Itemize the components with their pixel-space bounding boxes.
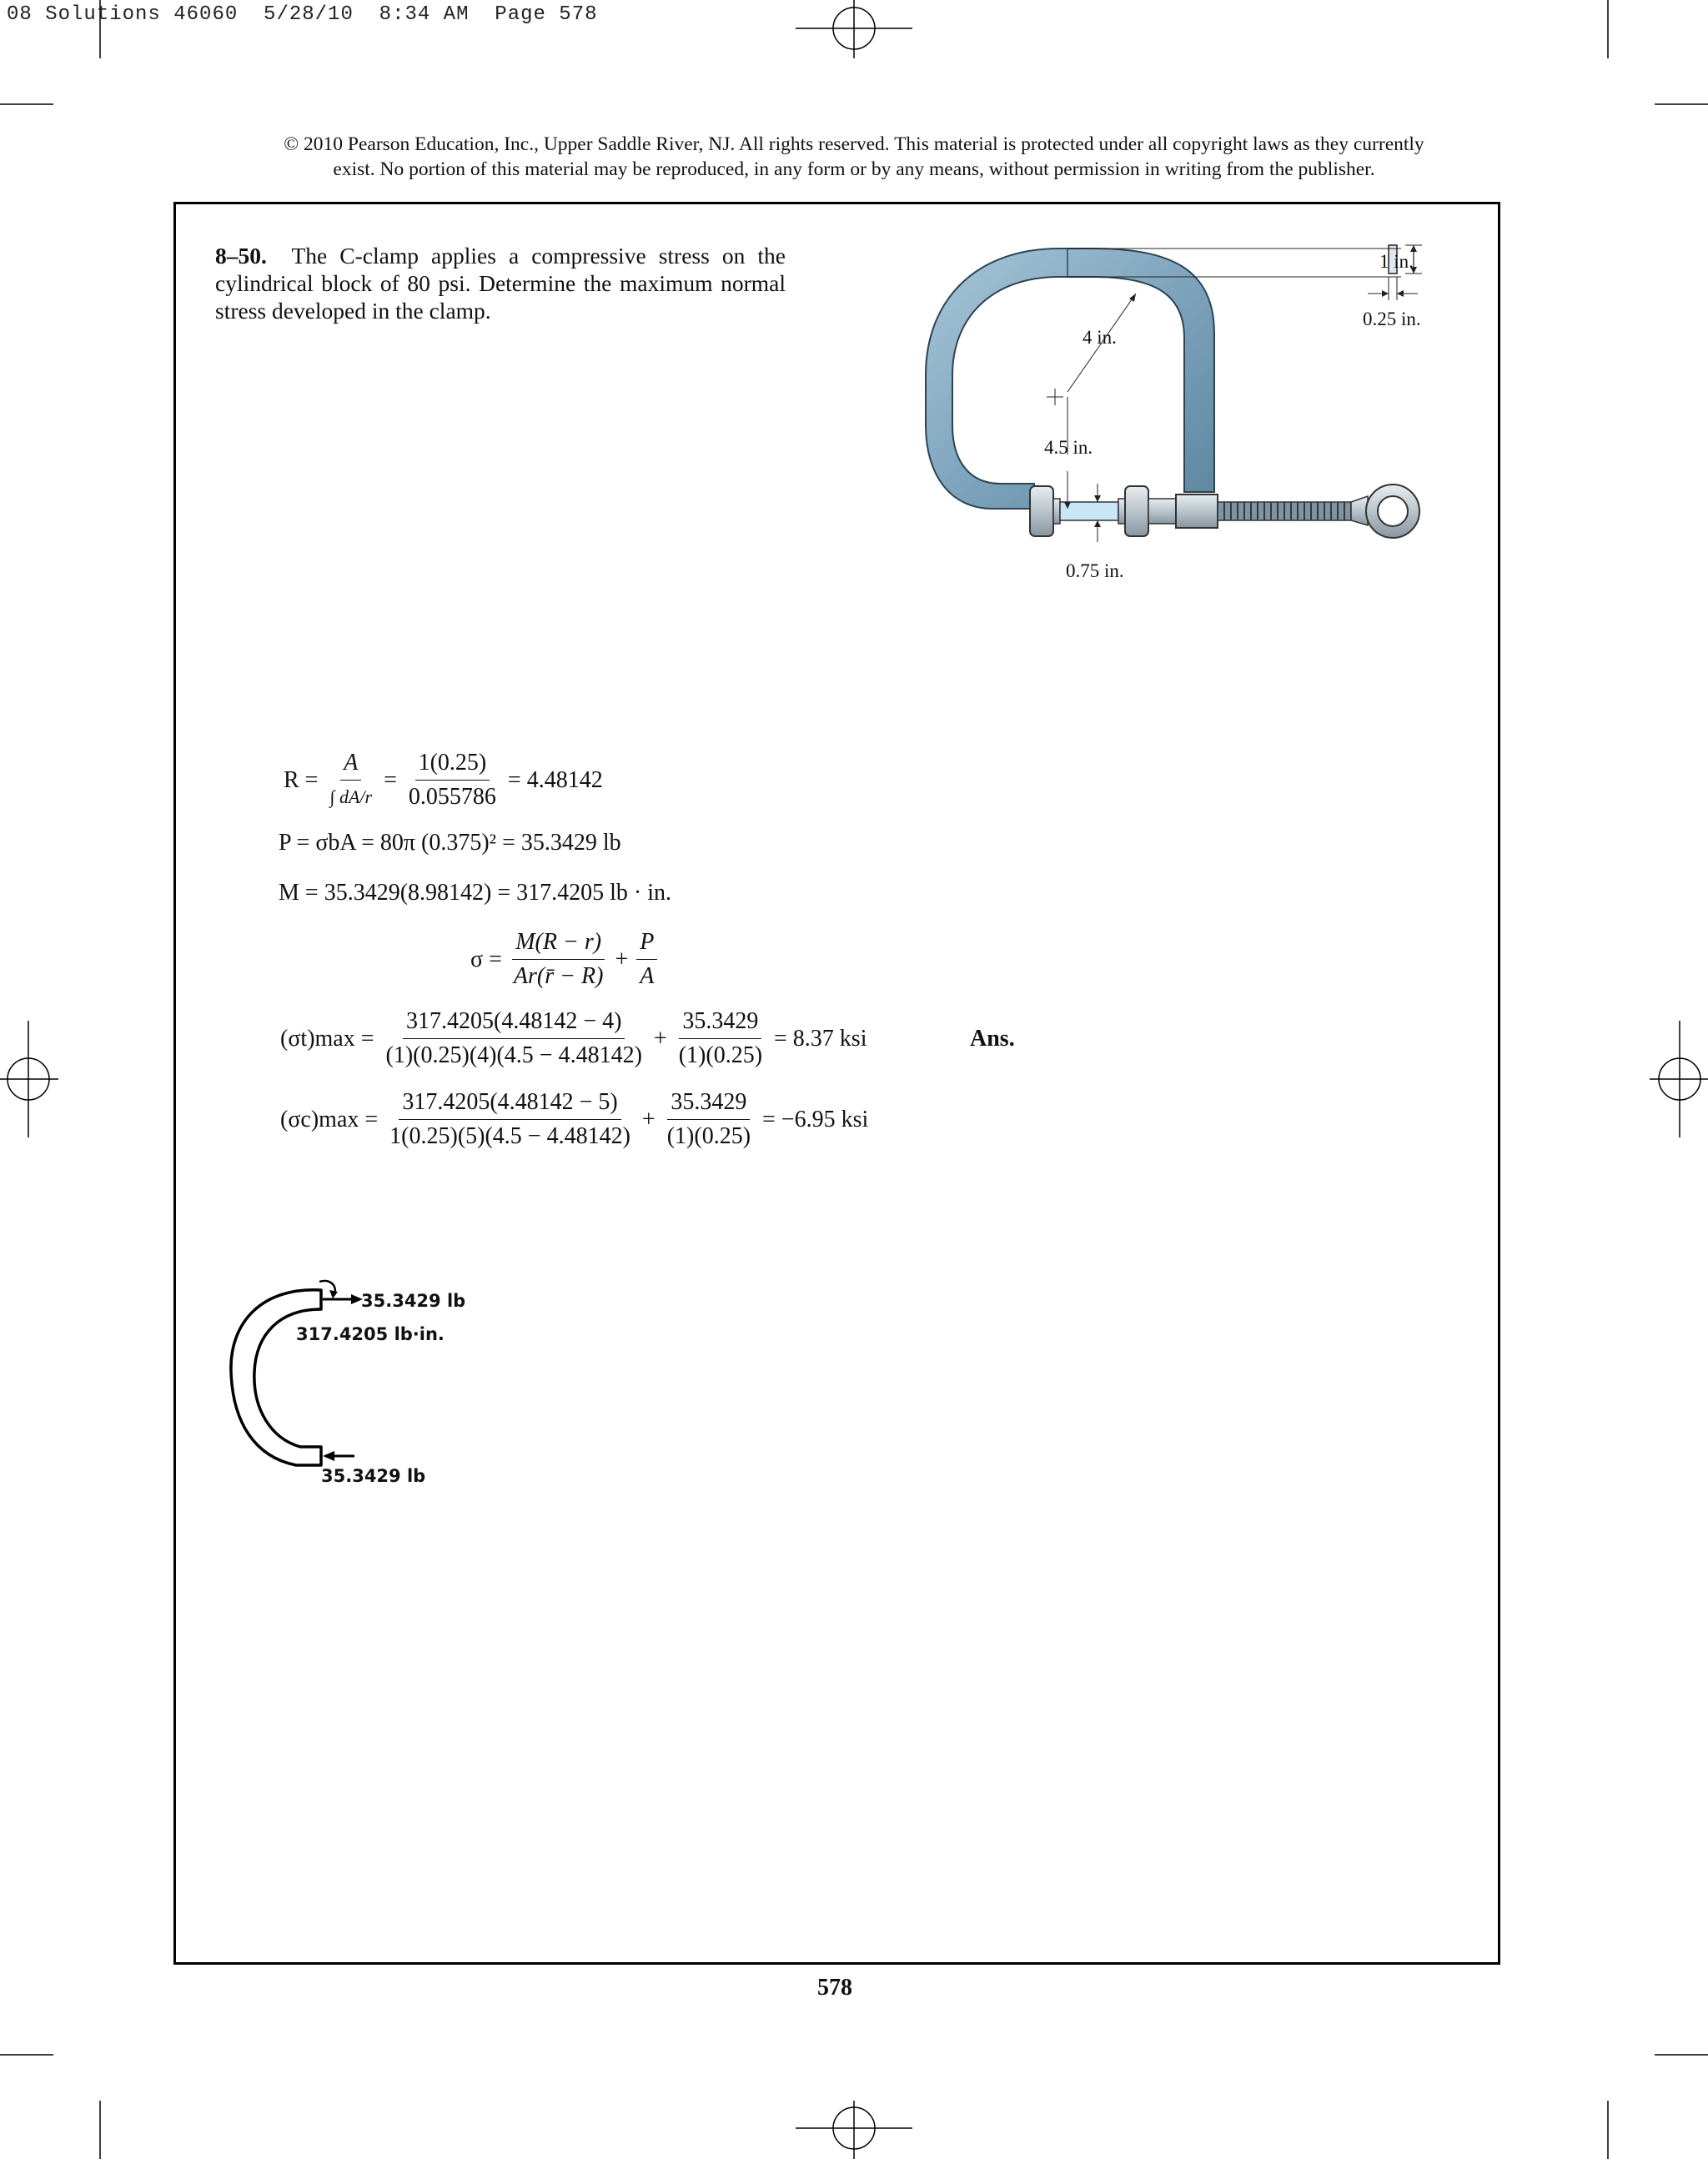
registration-mark-right: [1650, 1021, 1708, 1137]
P-equation: P = σbA = 80π (0.375)² = 35.3429 lb: [279, 830, 621, 856]
registration-mark-top: [796, 0, 912, 58]
registration-mark-left: [0, 1021, 58, 1137]
R-fraction-1: [326, 746, 375, 814]
R-num-1: A: [340, 746, 361, 781]
equation-R: R = $\frac{A}{\int dA/r}$ = $\frac{1(0.25)}{0.055786}$ = 4.48142: [279, 746, 608, 814]
equation-tension-max: (σt)max = $\frac{317.4205(4.48142 - 4)}{(1)(0.25)(4)(4.5 - 4.48142)}$ + $\frac{35.3429}{(1)(0.25)}$ = 8.37 ksi: [275, 1005, 872, 1072]
equation-M: [279, 880, 671, 906]
c-clamp-figure: [901, 233, 1484, 600]
answer-label: Ans.: [970, 1026, 1015, 1052]
R-fraction-2: [405, 746, 500, 814]
sketch-moment: 317.4205 lb·in.: [296, 1324, 445, 1344]
sigma-num-1: M(R − r): [512, 926, 605, 960]
page-number: 578: [817, 1975, 852, 2001]
t-num-1: 317.4205(4.48142 − 4): [403, 1005, 625, 1039]
dim-label-45in: 4.5 in.: [1044, 437, 1093, 458]
c-num-1: 317.4205(4.48142 − 5): [399, 1086, 620, 1120]
c-fraction-1: [386, 1086, 634, 1153]
dim-label-4in: 4 in.: [1083, 327, 1117, 348]
t-fraction-2: [676, 1005, 766, 1072]
print-slug: 08 Solutions 46060 5/28/10 8:34 AM Page 578: [7, 3, 598, 26]
equation-sigma: σ = $\frac{M(R - r)}{Ar(r̄ - R)}$ + $\frac{P}{A}$: [465, 926, 661, 993]
sigma-lhs: σ =: [470, 946, 502, 972]
sigma-den-1: Ar(r̄ − R): [513, 963, 604, 989]
c-den-1: 1(0.25)(5)(4.5 − 4.48142): [389, 1123, 630, 1149]
problem-statement: [215, 242, 786, 324]
c-den-2: (1)(0.25): [666, 1123, 751, 1149]
t-result: = 8.37 ksi: [774, 1025, 867, 1052]
free-body-sketch: [213, 1272, 513, 1493]
R-lhs: R =: [284, 766, 319, 793]
sigma-fraction-2: [636, 926, 657, 993]
dim-label-025in: 0.25 in.: [1363, 309, 1421, 329]
left-jaw: [1030, 486, 1053, 536]
sigma-num-2: P: [636, 926, 657, 960]
equation-P: [279, 830, 621, 856]
c-num-2: 35.3429: [667, 1086, 750, 1120]
t-num-2: 35.3429: [679, 1005, 761, 1039]
R-den-1: ∫ dA/r: [329, 786, 373, 807]
copyright-line-1: © 2010 Pearson Education, Inc., Upper Saddle River, NJ. All rights reserved. This material is protected under all copyright laws as they currently: [284, 133, 1424, 155]
c-result: = −6.95 ksi: [762, 1106, 869, 1132]
c-fraction-2: [664, 1086, 754, 1153]
R-num-2: 1(0.25): [415, 746, 490, 781]
R-den-2: 0.055786: [408, 784, 496, 810]
sketch-force-top: 35.3429 lb: [361, 1291, 466, 1311]
t-den-2: (1)(0.25): [678, 1042, 763, 1068]
registration-mark-bottom: [796, 2101, 912, 2159]
sigma-den-2: A: [640, 963, 655, 989]
c-lhs: (σc)max =: [280, 1106, 379, 1132]
equation-compression-max: (σc)max = $\frac{317.4205(4.48142 - 5)}{1(0.25)(5)(4.5 - 4.48142)}$ + $\frac{35.3429}{(1)(0.25)}$ = −6.95 ksi: [275, 1086, 873, 1153]
dim-label-1in: 1 in.: [1379, 251, 1414, 272]
screw-nut: [1176, 495, 1218, 528]
M-equation: M = 35.3429(8.98142) = 317.4205 lb · in.: [279, 880, 672, 906]
right-jaw: [1125, 486, 1148, 536]
copyright-line-2: exist. No portion of this material may be reproduced, in any form or by any means, without permission in writing from the publisher.: [333, 158, 1375, 180]
t-fraction-1: [383, 1005, 646, 1072]
sketch-clamp-outline: [231, 1290, 321, 1465]
problem-number: 8–50.: [215, 243, 267, 269]
sigma-fraction-1: [510, 926, 607, 993]
clamp-frame: [926, 249, 1214, 509]
dim-label-075in: 0.75 in.: [1066, 560, 1124, 581]
sketch-force-bottom: 35.3429 lb: [321, 1466, 426, 1486]
t-lhs: (σt)max =: [280, 1025, 374, 1052]
problem-text: The C-clamp applies a compressive stress on the cylindrical block of 80 psi. Determine the maximum normal stress developed in the clamp.: [215, 243, 786, 324]
copyright-notice: [150, 132, 1558, 182]
t-den-1: (1)(0.25)(4)(4.5 − 4.48142): [385, 1042, 642, 1068]
R-result: = 4.48142: [507, 766, 603, 793]
